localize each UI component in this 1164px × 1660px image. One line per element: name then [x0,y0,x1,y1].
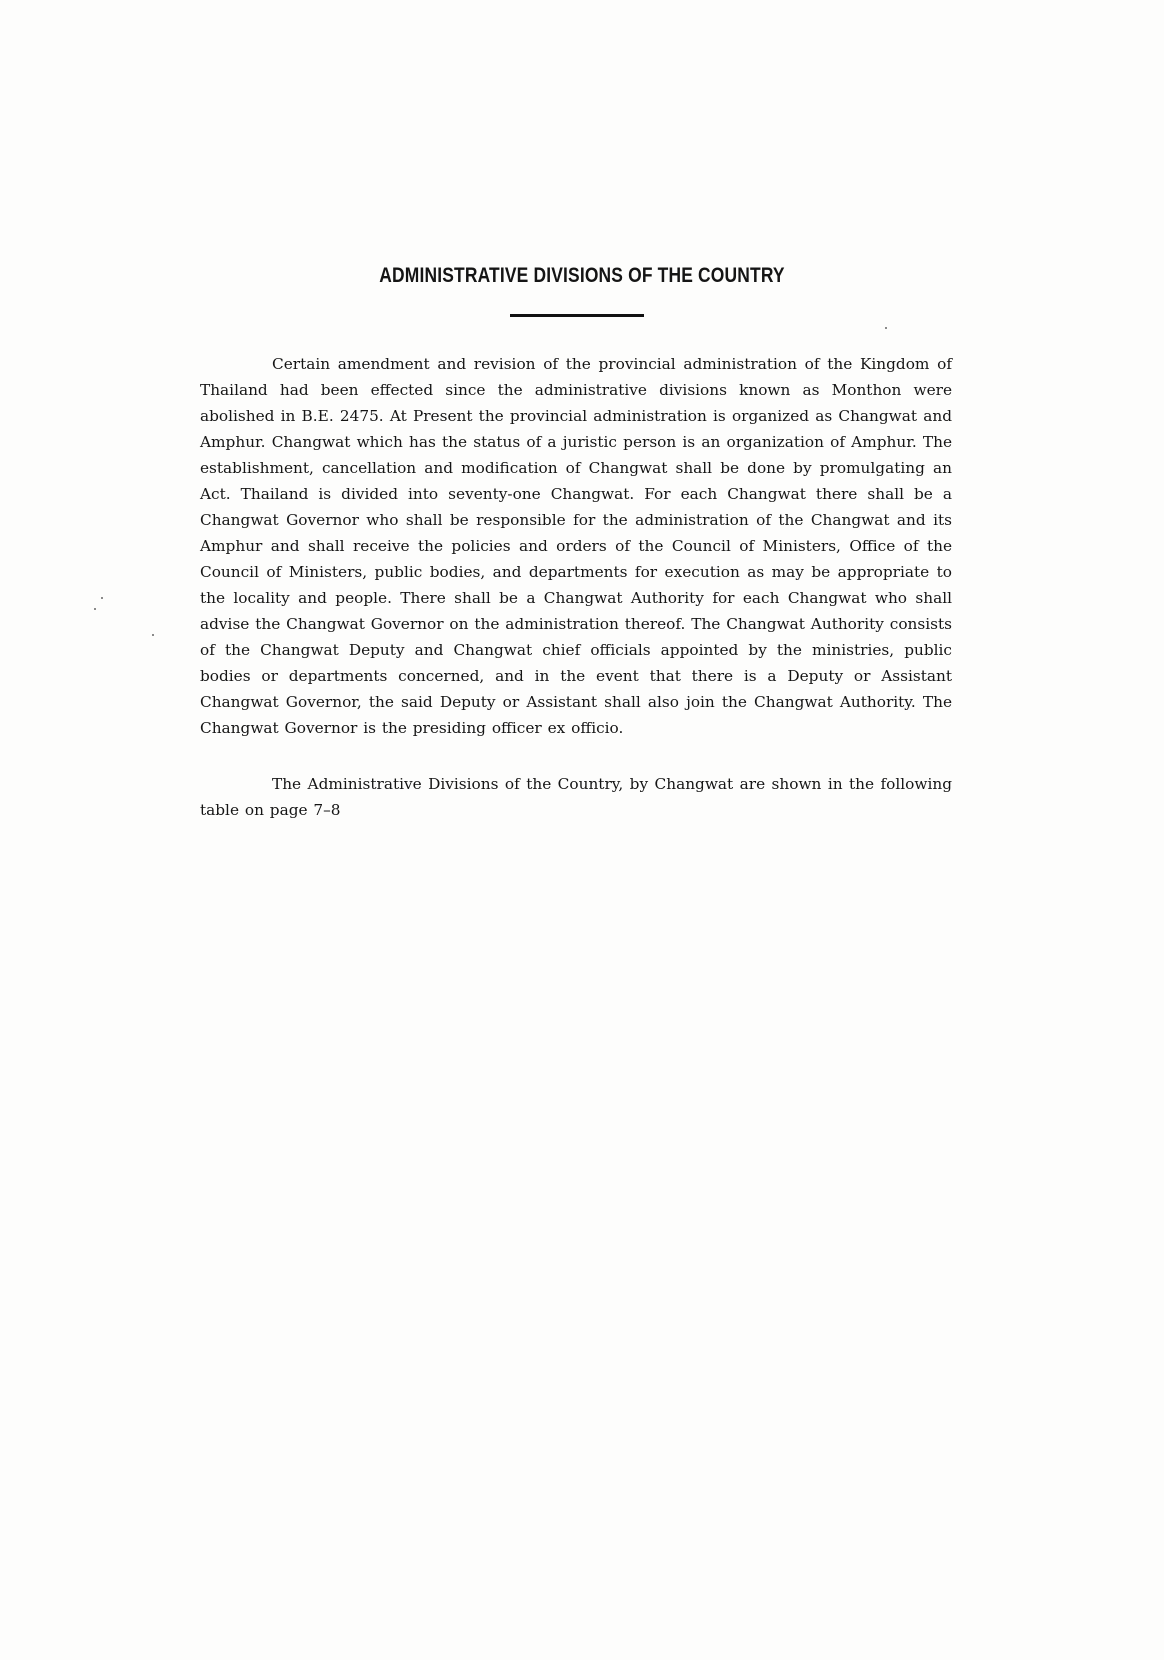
title-underline [510,314,644,317]
document-title: ADMINISTRATIVE DIVISIONS OF THE COUNTRY [379,264,785,287]
scan-speck [885,327,887,329]
paragraph-provincial-administration: Certain amendment and revision of the provincial administration of the Kingdom of Thailand had been effected since the administrative divisions known as Monthon were abolished in B.E. 2475. At Present the provincial administration is organized as Changwat and Amphur. Changwat which has the status of a juristic person is an organization of Amphur. The establishment, cancellation and modification of Changwat shall be done by promulgating an Act. Thailand is divided into seventy-one Changwat. For each Changwat there shall be a Changwat Governor who shall be responsible for the administration of the Changwat and its Amphur and shall receive the policies and orders of the Council of Ministers, Office of the Council of Ministers, public bodies, and departments for execution as may be appropriate to the locality and people. There shall be a Changwat Authority for each Changwat who shall advise the Changwat Governor on the administration thereof. The Changwat Authority consists of the Changwat Deputy and Changwat chief officials appointed by the ministries, public bodies or departments concerned, and in the event that there is a Deputy or Assistant Changwat Governor, the said Deputy or Assistant shall also join the Changwat Authority. The Changwat Governor is the presiding officer ex officio. [200,355,952,737]
paragraph-table-reference: The Administrative Divisions of the Country, by Changwat are shown in the following table on page 7–8 [200,775,952,819]
scan-speck [152,634,154,636]
scan-speck [94,608,96,610]
scan-speck [101,597,103,599]
